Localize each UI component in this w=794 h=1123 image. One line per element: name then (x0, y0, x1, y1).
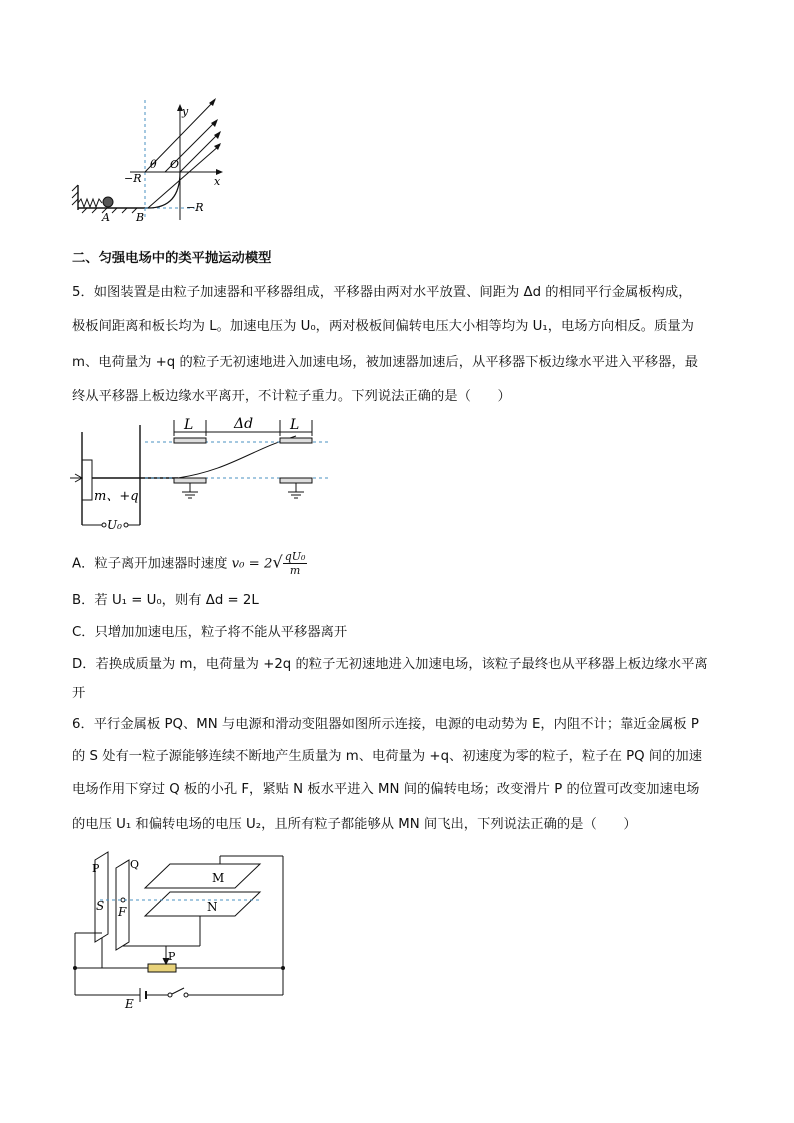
q5-option-A-prefix: A．粒子离开加速器时速度 (72, 556, 228, 572)
q5-line1: 5．如图装置是由粒子加速器和平移器组成，平移器由两对水平放置、间距为 Δd 的相同平行金属板构成， (72, 285, 692, 300)
figure-3-circuit (70, 850, 290, 1010)
q6-line4: 的电压 U₁ 和偏转电场的电压 U₂，且所有粒子都能够从 MN 间飞出，下列说法正确的是（ ） (72, 817, 637, 832)
label-O: O (170, 158, 180, 171)
q5-line2: 极板间距离和板长均为 L。加速电压为 U₀，两对极板间偏转电压大小相等均为 U₁，电场方向相反。质量为 (72, 319, 694, 334)
label-theta: θ (150, 158, 157, 171)
q5-line4: 终从平移器上板边缘水平离开，不计粒子重力。下列说法正确的是（ ） (72, 389, 511, 404)
q6-line3: 电场作用下穿过 Q 板的小孔 F，紧贴 N 板水平进入 MN 间的偏转电场；改变滑片 P 的位置可改变加速电场 (72, 782, 700, 797)
label-m-q: m、+q (94, 489, 139, 504)
q6-line2: 的 S 处有一粒子源能够连续不断地产生质量为 m、电荷量为 +q、初速度为零的粒子，粒子在 PQ 间的加速 (72, 749, 702, 764)
label-negR-left: −R (124, 172, 142, 185)
figure-1-trajectory (70, 95, 250, 225)
label-L1: L (184, 417, 194, 433)
label-A: A (102, 211, 110, 224)
q5-option-D-line2[interactable]: 开 (72, 686, 86, 701)
label-F: F (118, 905, 127, 919)
label-B: B (136, 211, 145, 224)
q6-line1: 6．平行金属板 PQ、MN 与电源和滑动变阻器如图所示连接，电源的电动势为 E，内阻不计；靠近金属板 P (72, 717, 699, 732)
q5-line3: m、电荷量为 +q 的粒子无初速地进入加速电场，被加速器加速后，从平移器下板边缘水平进入平移器，最 (72, 355, 699, 370)
q5-option-A-frac (283, 550, 308, 577)
label-S: S (96, 899, 105, 913)
frac-den: m (289, 564, 301, 577)
q5-option-A[interactable]: A．粒子离开加速器时速度 v₀ = 2√ $\frac{\text{qU₀}}{m}$ (72, 550, 306, 577)
q5-option-C[interactable]: C．只增加加速电压，粒子将不能从平移器离开 (72, 625, 348, 640)
section-title: 二、匀强电场中的类平抛运动模型 (72, 251, 272, 266)
label-U0: U₀ (107, 518, 122, 532)
q5-option-B[interactable]: B．若 U₁ = U₀，则有 Δd = 2L (72, 593, 259, 608)
label-slider-P: P (168, 950, 176, 963)
frac-num: qU₀ (284, 550, 306, 563)
label-plate-Q: Q (130, 858, 140, 871)
label-E: E (125, 997, 134, 1010)
label-y: y (182, 105, 189, 118)
q5-option-A-v: v₀ = 2 (231, 556, 273, 572)
label-M: M (212, 871, 225, 885)
label-delta-d: Δd (234, 416, 254, 432)
label-L2: L (290, 417, 300, 433)
label-plate-P: P (92, 862, 100, 875)
q5-option-D-line1[interactable]: D．若换成质量为 m，电荷量为 +2q 的粒子无初速地进入加速电场，该粒子最终也从平移器上板边缘水平离 (72, 657, 708, 672)
label-x: x (214, 175, 221, 188)
label-negR-bottom: −R (186, 201, 204, 214)
figure-2-translator (70, 410, 340, 532)
label-N: N (207, 900, 218, 914)
